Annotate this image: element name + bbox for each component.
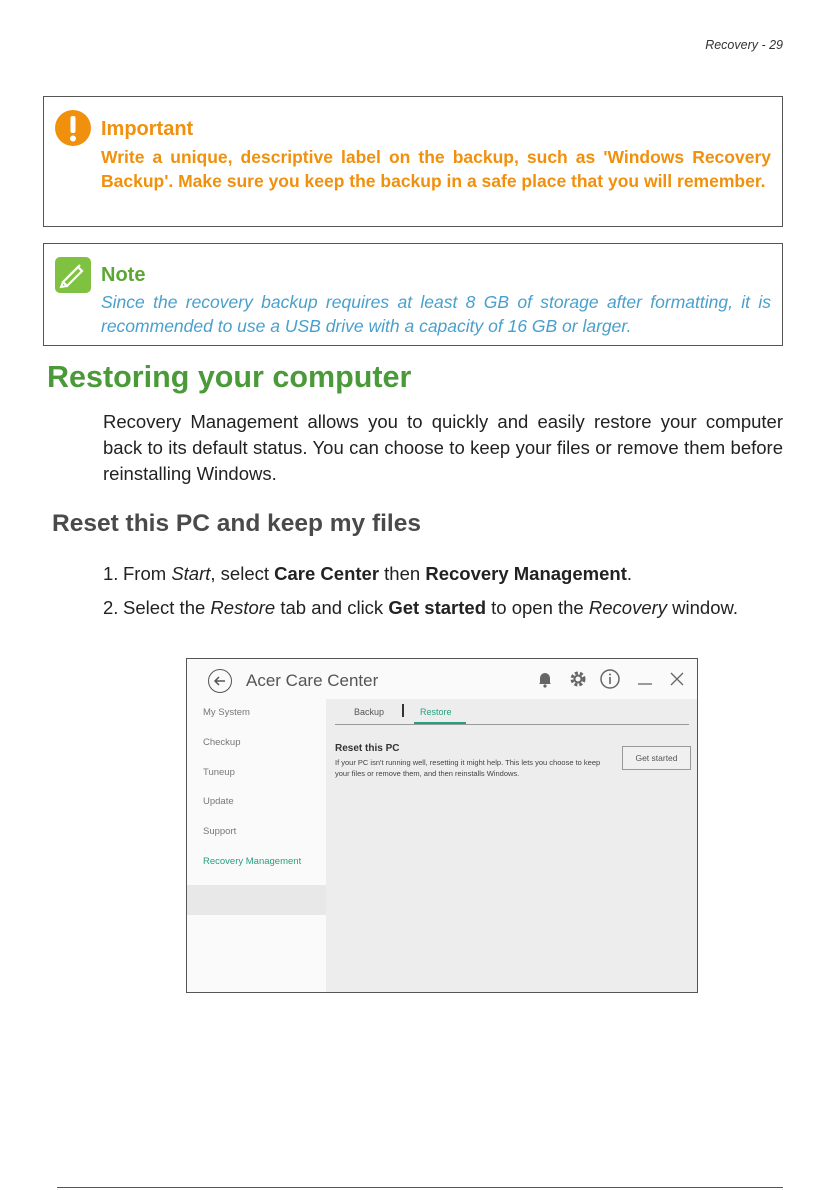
close-icon[interactable]: [665, 667, 689, 691]
step-text: tab and click: [275, 597, 389, 618]
app-titlebar: [187, 659, 697, 699]
step-text: window.: [667, 597, 738, 618]
steps-list: [103, 561, 783, 629]
step-emphasis: Start: [171, 563, 211, 584]
nav-checkup[interactable]: Checkup: [203, 737, 241, 748]
subheading: Reset this PC and keep my files: [52, 510, 421, 537]
note-body: Since the recovery backup requires at least 8 GB of storage after formatting, it is recommended to use a USB drive with a capacity of 16 GB or larger.: [101, 292, 771, 336]
tab-separator: [402, 704, 404, 717]
important-title: Important: [101, 118, 194, 140]
step-strong: Get started: [388, 597, 486, 618]
nav-active-highlight: [187, 885, 326, 915]
step-text: .: [626, 563, 632, 584]
step-number: 1.: [103, 563, 119, 584]
step-strong: Care Center: [274, 563, 380, 584]
nav-update[interactable]: Update: [203, 796, 234, 807]
step-2: [103, 595, 783, 621]
nav-support[interactable]: Support: [203, 826, 237, 837]
app-title: Acer Care Center: [246, 671, 379, 690]
tab-backup[interactable]: Backup: [354, 707, 385, 717]
tab-divider: [335, 724, 689, 725]
step-text: to open the: [486, 597, 589, 618]
step-1: [103, 561, 783, 587]
pencil-icon: [54, 256, 92, 294]
step-emphasis: Recovery: [588, 597, 668, 618]
step-text: then: [379, 563, 426, 584]
step-text: From: [123, 563, 172, 584]
minimize-icon[interactable]: [633, 667, 657, 691]
step-number: 2.: [103, 597, 119, 618]
bell-icon[interactable]: [533, 667, 557, 691]
intro-paragraph: Recovery Management allows you to quickly and easily restore your computer back to its default status. You can choose to keep your files or remove them before reinstalling Windows.: [103, 411, 783, 484]
page-header: Recovery - 29: [705, 38, 783, 52]
step-text: Select the: [123, 597, 211, 618]
nav-my-system[interactable]: My System: [203, 707, 250, 718]
app-sidebar: [187, 699, 326, 992]
footer-rule: [57, 1187, 783, 1188]
note-callout: [43, 243, 783, 346]
back-arrow-icon[interactable]: [208, 669, 232, 693]
nav-recovery-management[interactable]: Recovery Management: [203, 856, 302, 867]
step-text: , select: [210, 563, 275, 584]
app-main-pane: [326, 699, 697, 992]
exclamation-icon: [54, 109, 92, 147]
step-strong: Recovery Management: [425, 563, 627, 584]
reset-pc-title: Reset this PC: [335, 743, 400, 754]
gear-icon[interactable]: [566, 667, 590, 691]
get-started-button[interactable]: Get started: [622, 746, 691, 770]
note-title: Note: [101, 264, 146, 286]
nav-tuneup[interactable]: Tuneup: [203, 767, 235, 778]
tab-restore[interactable]: Restore: [420, 707, 452, 717]
section-heading: Restoring your computer: [47, 360, 412, 394]
reset-pc-description: If your PC isn't running well, resetting it might help. This lets you choose to keep your files or remove them, and then reinstalls Windows.: [335, 758, 601, 778]
step-emphasis: Restore: [210, 597, 276, 618]
important-body: Write a unique, descriptive label on the backup, such as 'Windows Recovery Backup'. Make sure you keep the backup in a safe place that you will remember.: [101, 147, 771, 191]
tab-active-underline: [414, 722, 466, 724]
important-callout: [43, 96, 783, 227]
info-icon[interactable]: [598, 667, 622, 691]
app-screenshot: [186, 658, 698, 993]
